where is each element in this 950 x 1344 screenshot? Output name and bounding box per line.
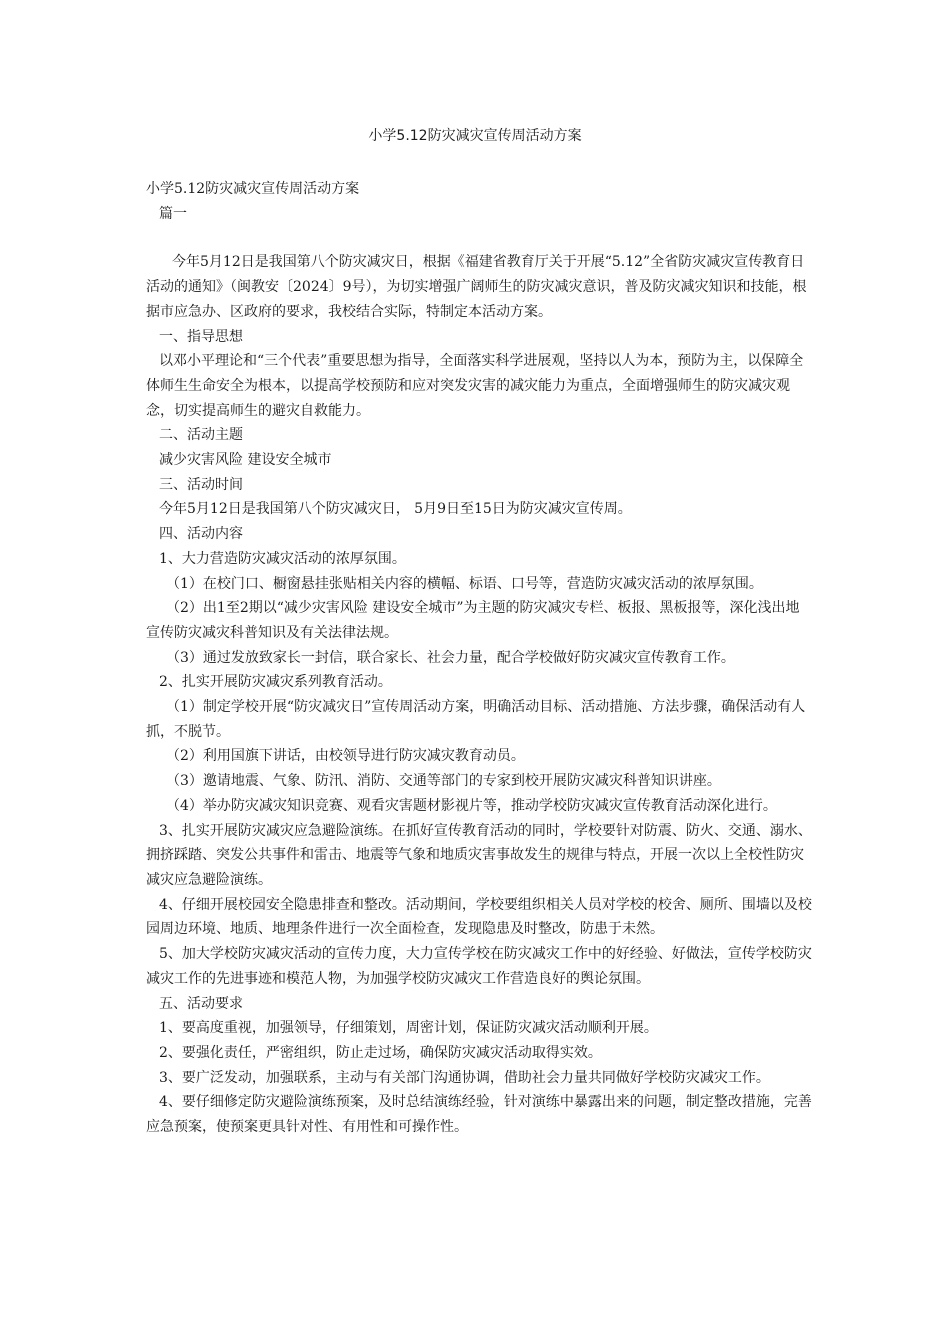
document-body xyxy=(146,177,812,1140)
list-item-content-4: 4、仔细开展校园安全隐患排查和整改。活动期间，学校要组织相关人员对学校的校舍、厕所、围墙以及校园周边环境、地质、地理条件进行一次全面检查，发现隐患及时整改，防患于未然。 xyxy=(146,896,812,938)
list-item-content-5: 5、加大学校防灾减灾活动的宣传力度，大力宣传学校在防灾减灾工作中的好经验、好做法，宣传学校防灾减灾工作的先进事迹和模范人物，为加强学校防灾减灾工作营造良好的舆论氛围。 xyxy=(146,946,812,987)
section-heading-guiding-ideology: 一、指导思想 xyxy=(159,328,243,345)
list-item-requirement-4: 4、要仔细修定防灾避险演练预案，及时总结演练经验，针对演练中暴露出来的问题，制定整改措施，完善应急预案，使预案更具针对性、有用性和可操作性。 xyxy=(146,1094,812,1136)
document-title: 小学5.12防灾减灾宣传周活动方案 xyxy=(368,128,582,144)
paragraph-time: 今年5月12日是我国第八个防灾减灾日， 5月9日至15日为防灾减灾宣传周。 xyxy=(159,501,632,518)
paragraph-theme: 减少灾害风险 建设安全城市 xyxy=(159,452,332,469)
document-subtitle: 小学5.12防灾减灾宣传周活动方案 xyxy=(146,181,360,197)
list-item-content-2-2: （2）利用国旗下讲话，由校领导进行防灾减灾教育动员。 xyxy=(166,748,525,765)
list-item-content-3: 3、扎实开展防灾减灾应急避险演练。在抓好宣传教育活动的同时，学校要针对防震、防火、交通、溺水、拥挤踩踏、突发公共事件和雷击、地震等气象和地质灾害事故发生的规律与特点，开展一次以上全校性防灾减灾应急避险演练。 xyxy=(146,822,812,888)
list-item-content-2-4: （4）举办防灾减灾知识竞赛、观看灾害题材影视片等，推动学校防灾减灾宣传教育活动深化进行。 xyxy=(166,797,777,814)
list-item-requirement-2: 2、要强化责任，严密组织，防止走过场，确保防灾减灾活动取得实效。 xyxy=(159,1044,602,1061)
section-heading-theme: 二、活动主题 xyxy=(159,427,243,444)
paragraph-guiding-ideology: 以邓小平理论和“三个代表”重要思想为指导，全面落实科学进展观，坚持以人为本，预防为主，以保障全体师生生命安全为根本，以提高学校预防和应对突发灾害的减灾能力为重点，全面增强师生的防灾减灾观念，切实提高师生的避灾自救能力。 xyxy=(146,353,804,419)
section-heading-time: 三、活动时间 xyxy=(159,476,243,493)
intro-paragraph: 今年5月12日是我国第八个防灾减灾日，根据《福建省教育厅关于开展“5.12”全省防灾减灾宣传教育日活动的通知》（闽教安〔2024〕9号），为切实增强广阔师生的防灾减灾意识，普及防灾减灾知识和技能，根据市应急办、区政府的要求，我校结合实际，特制定本活动方案。 xyxy=(146,254,807,320)
list-item-requirement-1: 1、要高度重视，加强领导，仔细策划，周密计划，保证防灾减灾活动顺利开展。 xyxy=(159,1020,658,1037)
list-item-content-2-3: （3）邀请地震、气象、防汛、消防、交通等部门的专家到校开展防灾减灾科普知识讲座。 xyxy=(166,773,721,790)
list-item-content-1-3: （3）通过发放致家长一封信，联合家长、社会力量，配合学校做好防灾减灾宣传教育工作。 xyxy=(166,649,735,666)
blank-line xyxy=(146,226,812,250)
list-item-content-1-2: （2）出1至2期以“减少灾害风险 建设安全城市”为主题的防灾减灾专栏、板报、黑板报等，深化浅出地宣传防灾减灾科普知识及有关法律法规。 xyxy=(146,600,800,641)
section-heading-content: 四、活动内容 xyxy=(159,526,243,543)
part-label: 篇一 xyxy=(159,205,187,222)
list-item-requirement-3: 3、要广泛发动，加强联系，主动与有关部门沟通协调，借助社会力量共同做好学校防灾减灾工作。 xyxy=(159,1069,770,1086)
list-item-content-2-1: （1）制定学校开展“防灾减灾日”宣传周活动方案，明确活动目标、活动措施、方法步骤，确保活动有人抓，不脱节。 xyxy=(146,699,806,740)
list-item-content-2: 2、扎实开展防灾减灾系列教育活动。 xyxy=(159,674,392,691)
list-item-content-1-1: （1）在校门口、橱窗悬挂张贴相关内容的横幅、标语、口号等，营造防灾减灾活动的浓厚氛围。 xyxy=(166,575,763,592)
list-item-content-1: 1、大力营造防灾减灾活动的浓厚氛围。 xyxy=(159,550,406,567)
section-heading-requirements: 五、活动要求 xyxy=(159,995,243,1012)
